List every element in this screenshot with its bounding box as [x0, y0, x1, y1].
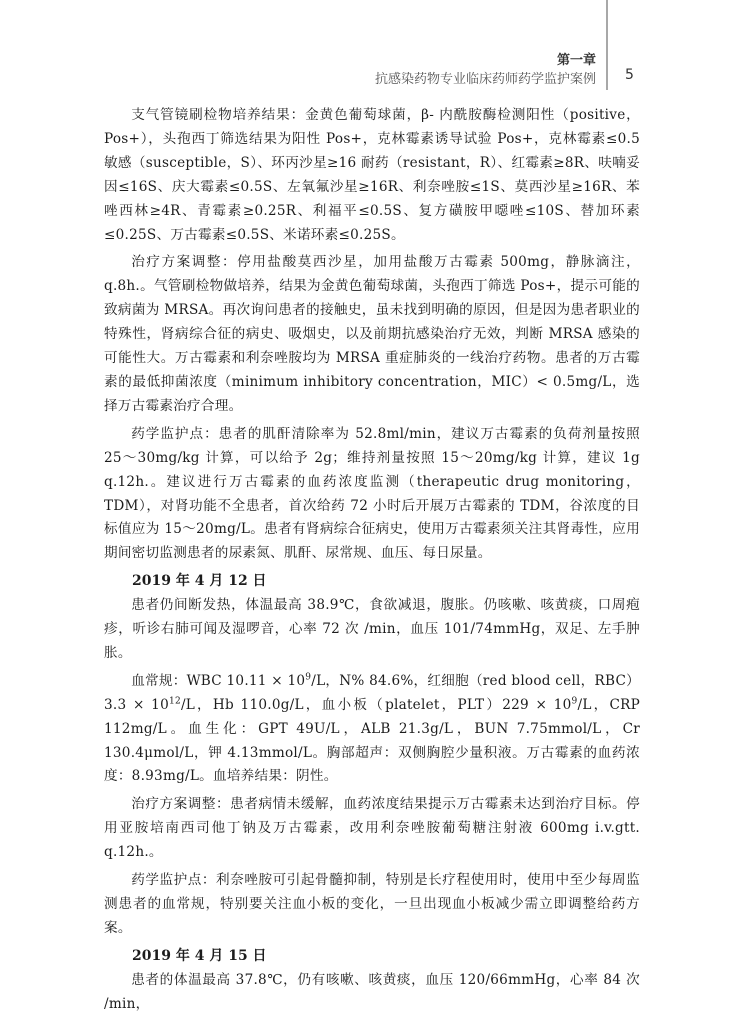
date-heading-apr15: 2019 年 4 月 15 日 [132, 947, 267, 964]
paragraph-patient-status-apr12: 患者仍间断发热，体温最高 38.9℃，食欲减退，腹胀。仍咳嗽、咳黄痰，口周疱疹，听诊右肺可闻及湿啰音，心率 72 次 /min，血压 101/74mmHg，双足、左手肿胀。 [104, 597, 640, 661]
chapter-label: 第一章 [556, 53, 596, 68]
paragraph-pharmacy-monitoring-2: 药学监护点：利奈唑胺可引起骨髓抑制，特别是长疗程使用时，使用中至少每周监测患者的血常规，特别要关注血小板的变化，一旦出现血小板减少需立即调整给药方案。 [104, 872, 640, 936]
book-title: 抗感染药物专业临床药师药学监护案例 [374, 72, 596, 87]
paragraph-lab-results: 血常规：WBC $10.11 \times 10^9/L$，N% 84.6%，红细胞（red blood cell，$RBC)3.3 \times 10^{12}/L$，Hb 110.0g/L，血小板（platelet，$PLT)229 \times 10^9/L$，CRP 112mg/L。血生化：GPT 49U/L，ALB 21.3g/L，BUN 7.75mmol/L，Cr 130.4μmol/L，钾 4.13mmol/L。胸部超声：双侧胸腔少量积液。万古霉素的血药浓度：8.93mg/L。血培养结果：阴性。 [104, 672, 641, 785]
page-body [104, 104, 640, 1017]
paragraph-patient-status-apr15: 患者的体温最高 37.8℃，仍有咳嗽、咳黄痰，血压 120/66mmHg，心率 84 次 /min， [104, 971, 640, 1012]
page-number: 5 [625, 67, 634, 83]
paragraph-pharmacy-monitoring-1: 药学监护点：患者的肌酐清除率为 52.8ml/min，建议万古霉素的负荷剂量按照 25～30mg/kg 计算，可以给予 2g；维持剂量按照 15～20mg/kg 计算，建议 1g q.12h.。建议进行万古霉素的血药浓度监测（therapeutic drug monitoring，TDM），对肾功能不全患者，首次给药 72 小时后开展万古霉素的 TDM，谷浓度的目标值应为 15～20mg/L。患者有肾病综合征病史，使用万古霉素须关注其肾毒性，应用期间密切监测患者的尿素氮、肌酐、尿常规、血压、每日尿量。 [104, 425, 640, 562]
paragraph-culture-results: 支气管镜刷检物培养结果：金黄色葡萄球菌，β- 内酰胺酶检测阳性（positive，Pos+），头孢西丁筛选结果为阳性 Pos+，克林霉素诱导试验 Pos+，克林霉素≤0.5 敏感（susceptible，S）、环丙沙星≥16 耐药（resistant，R）、红霉素≥8R、呋喃妥因≤16S、庆大霉素≤0.5S、左氧氟沙星≥16R、利奈唑胺≤1S、莫西沙星≥16R、苯唑西林≥4R、青霉素≥0.25R、利福平≤0.5S、复方磺胺甲噁唑≤10S、替加环素≤0.25S、万古霉素≤0.5S、米诺环素≤0.25S。 [104, 107, 640, 243]
date-heading-apr12: 2019 年 4 月 12 日 [132, 573, 267, 590]
paragraph-treatment-adjustment-2: 治疗方案调整：患者病情未缓解，血药浓度结果提示万古霉素未达到治疗目标。停用亚胺培南西司他丁钠及万古霉素，改用利奈唑胺葡萄糖注射液 600mg i.v.gtt. q.12h.。 [104, 796, 640, 861]
header-rule [606, 0, 608, 90]
paragraph-treatment-adjustment-1: 治疗方案调整：停用盐酸莫西沙星，加用盐酸万古霉素 500mg，静脉滴注，q.8h.。气管刷检物做培养，结果为金黄色葡萄球菌，头孢西丁筛选 Pos+，提示可能的致病菌为 MRSA。再次询问患者的接触史，虽未找到明确的原因，但是因为患者职业的特殊性，肾病综合征的病史、吸烟史，以及前期抗感染治疗无效，判断 MRSA 感染的可能性大。万古霉素和利奈唑胺均为 MRSA 重症肺炎的一线治疗药物。患者的万古霉素的最低抑菌浓度（minimum inhibitory concentration，MIC）< 0.5mg/L，选择万古霉素治疗合理。 [104, 254, 640, 414]
